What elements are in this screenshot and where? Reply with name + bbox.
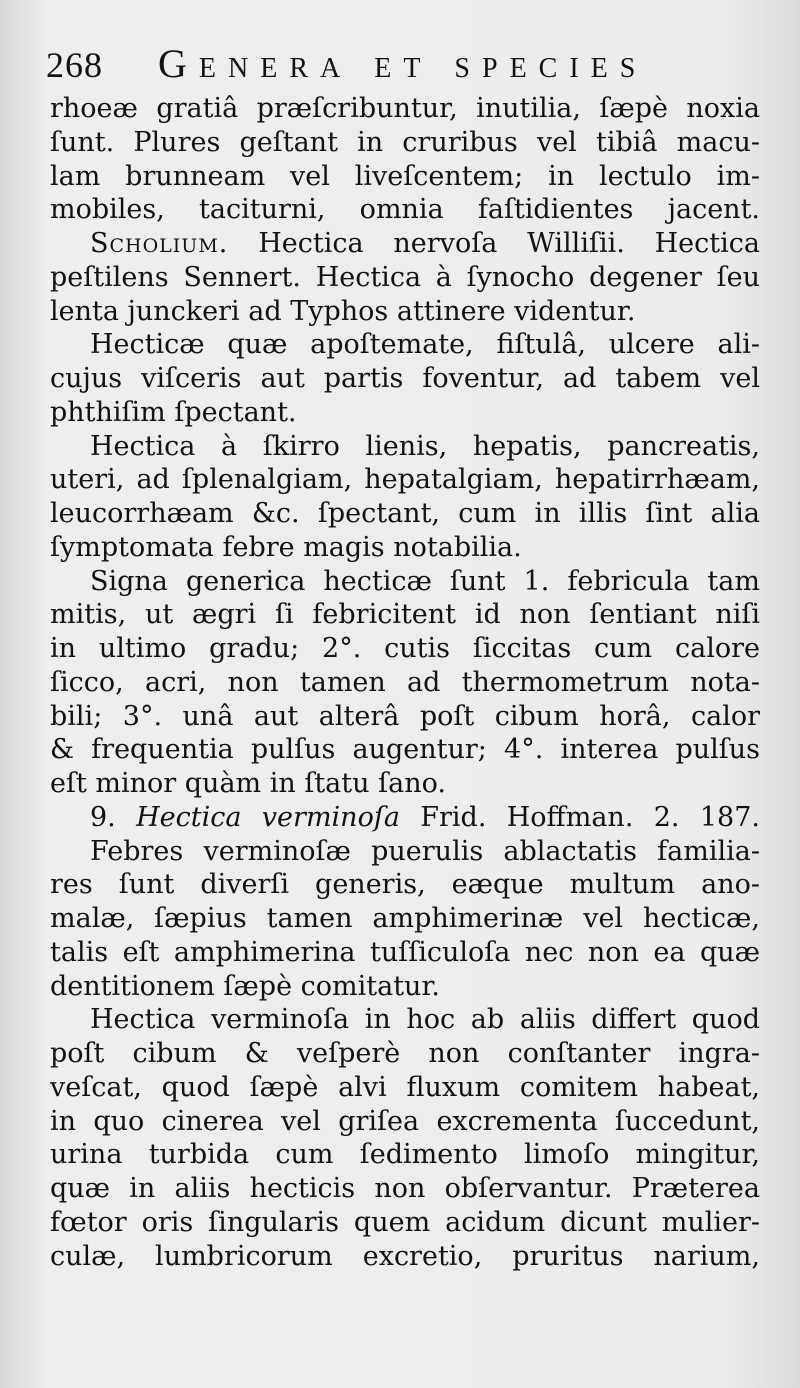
species-heading [50, 801, 760, 835]
text-line: bili; 3°. unâ aut alterâ poſt cibum horâ, calor [50, 700, 760, 732]
text-line: veſcat, quod ſæpè alvi fluxum comitem habeat, [50, 1071, 760, 1103]
scholium-text: Hectica nervoſa Williſii. Hectica [258, 228, 760, 259]
text-line: Febres verminoſæ puerulis ablactatis familia- [90, 835, 760, 867]
text-line: phthiſim ſpectant. [50, 396, 297, 428]
text-line: cujus viſceris aut partis foventur, ad tabem vel [50, 363, 760, 394]
text-line: poſt cibum & veſperè non conſtanter ingra- [50, 1038, 760, 1069]
species-reference: Frid. Hoffman. 2. 187. [420, 801, 760, 833]
text-line: lam brunneam vel liveſcentem; in lectulo im- [50, 160, 760, 192]
text-line: dentitionem ſæpè comitatur. [50, 970, 440, 1002]
page-header [46, 38, 766, 94]
text-line: ſicco, acri, non tamen ad thermometrum nota- [50, 666, 760, 698]
text-line: leucorrhæam &c. ſpectant, cum in illis ſint alia [50, 498, 760, 529]
scholium-label: Scholium. [90, 228, 229, 259]
text-line: malæ, ſæpius tamen amphimerinæ vel hecticæ, [50, 903, 760, 934]
species-name: Hectica verminoſa [136, 801, 400, 833]
running-head: Genera et species [158, 41, 648, 86]
text-line: Hecticæ quæ apoſtemate, fiſtulâ, ulcere ali- [90, 329, 760, 361]
scholium-line [50, 227, 760, 261]
text-line: mobiles, taciturni, omnia faſtidientes jacent. [50, 194, 760, 226]
page-number: 268 [46, 45, 103, 85]
text-line: quæ in aliis hecticis non obſervantur. Præterea [50, 1173, 760, 1204]
text-line: talis eſt amphimerina tuſſiculoſa nec non ea quæ [50, 936, 760, 968]
text-line: Hectica à ſkirro lienis, hepatis, pancreatis, [90, 430, 760, 462]
text-line: mitis, ut ægri ſi febricitent id non ſentiant niſi [50, 599, 760, 631]
text-line: res ſunt diverſi generis, eæque multum ano- [50, 869, 760, 901]
text-line: in quo cinerea vel griſea excrementa ſuccedunt, [50, 1105, 760, 1137]
text-line: peſtilens Sennert. Hectica à ſynocho degener ſeu [50, 261, 760, 293]
text-line: eſt minor quàm in ſtatu ſano. [50, 768, 446, 799]
text-line: ſunt. Plures geſtant in cruribus vel tibiâ macu- [50, 126, 760, 158]
text-line: urina turbida cum ſedimento limoſo mingitur, [50, 1139, 760, 1171]
text-line: Signa generica hecticæ ſunt 1. febricula tam [90, 565, 760, 597]
text-line: uteri, ad ſplenalgiam, hepatalgiam, hepatirrhæam, [50, 464, 760, 496]
text-line: & frequentia pulſus augentur; 4°. interea pulſus [50, 734, 760, 766]
species-number: 9. [90, 801, 116, 833]
text-line: culæ, lumbricorum excretio, pruritus narium, [50, 1240, 760, 1272]
text-line: in ultimo gradu; 2°. cutis ſiccitas cum calore [50, 633, 760, 664]
body-text [50, 92, 760, 1273]
text-line: rhoeæ gratiâ præſcribuntur, inutilia, ſæpè noxia [50, 93, 760, 124]
text-line: Hectica verminoſa in hoc ab aliis differt quod [90, 1004, 760, 1036]
text-line: ſymptomata febre magis notabilia. [50, 531, 522, 563]
text-line: fœtor oris ſingularis quem acidum dicunt mulier- [50, 1206, 760, 1238]
text-line: lenta junckeri ad Typhos attinere videntur. [50, 295, 636, 327]
